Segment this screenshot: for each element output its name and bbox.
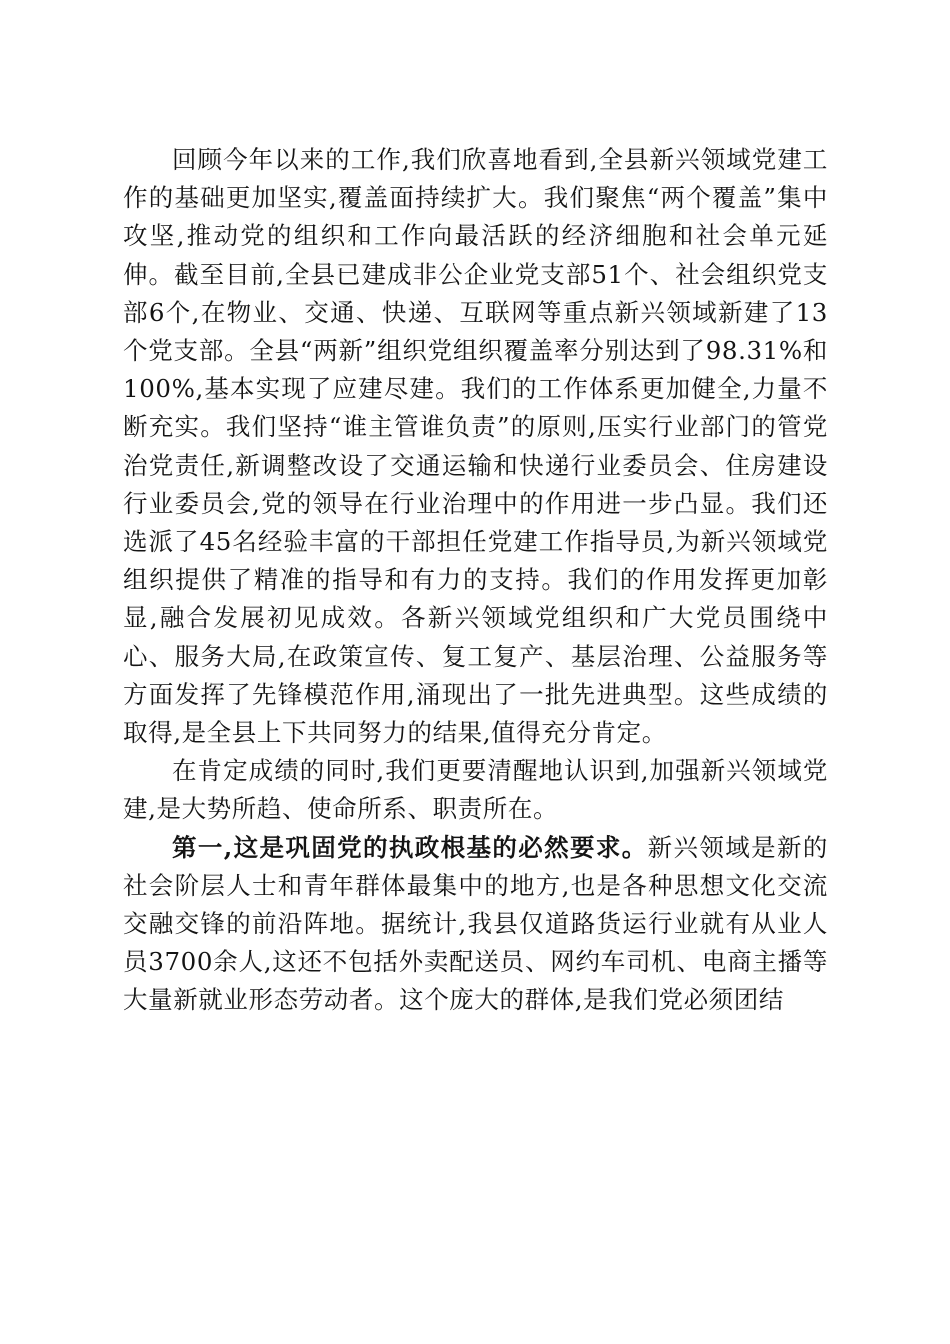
first-point-heading: 第一,这是巩固党的执政根基的必然要求。	[172, 832, 648, 862]
paragraph-work-review: 回顾今年以来的工作,我们欣喜地看到,全县新兴领域党建工作的基础更加坚实,覆盖面持续扩大。我们聚焦“两个覆盖”集中攻坚,推动党的组织和工作向最活跃的经济细胞和社会单元延伸。截至目前,全县已建成非公企业党支部51个、社会组织党支部6个,在物业、交通、快递、互联网等重点新兴领域新建了13个党支部。全县“两新”组织党组织覆盖率分别达到了98.31%和100%,基本实现了应建尽建。我们的工作体系更加健全,力量不断充实。我们坚持“谁主管谁负责”的原则,压实行业部门的管党治党责任,新调整改设了交通运输和快递行业委员会、住房建设行业委员会,党的领导在行业治理中的作用进一步凸显。我们还选派了45名经验丰富的干部担任党建工作指导员,为新兴领域党组织提供了精准的指导和有力的支持。我们的作用发挥更加彰显,融合发展初见成效。各新兴领域党组织和广大党员围绕中心、服务大局,在政策宣传、复工复产、基层治理、公益服务等方面发挥了先锋模范作用,涌现出了一批先进典型。这些成绩的取得,是全县上下共同努力的结果,值得充分肯定。	[123, 145, 828, 748]
paragraph-awareness: 在肯定成绩的同时,我们更要清醒地认识到,加强新兴领域党建,是大势所趋、使命所系、职责所在。	[123, 756, 828, 824]
paragraph-first-point	[123, 829, 828, 1020]
document-body	[123, 141, 828, 1020]
first-point-body: 新兴领域是新的社会阶层人士和青年群体最集中的地方,也是各种思想文化交流交融交锋的前沿阵地。据统计,我县仅道路货运行业就有从业人员3700余人,这还不包括外卖配送员、网约车司机、电商主播等大量新就业形态劳动者。这个庞大的群体,是我们党必须团结	[123, 832, 828, 1015]
